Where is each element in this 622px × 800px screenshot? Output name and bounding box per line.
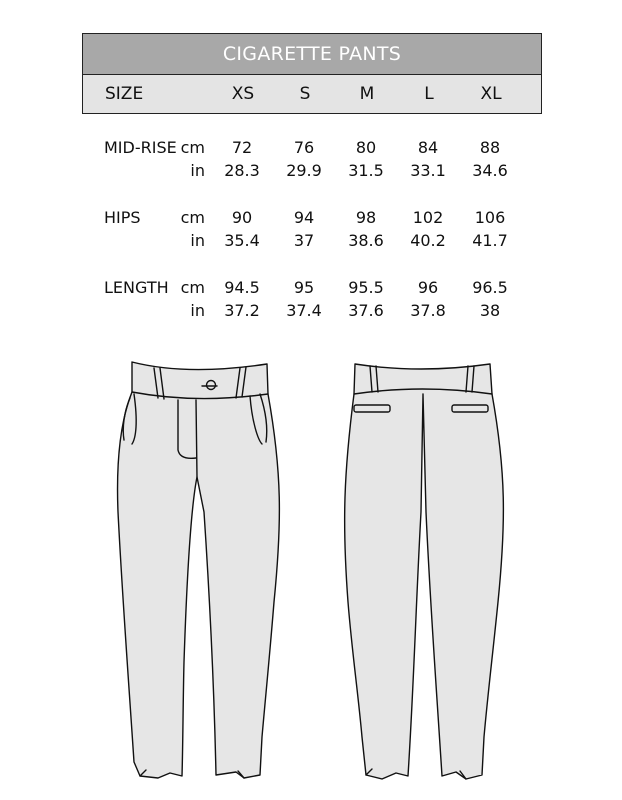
unit-in: in <box>190 161 205 180</box>
value-cm: 98 <box>355 208 377 227</box>
value-in: 37.2 <box>224 301 260 320</box>
unit-cm: cm <box>180 208 205 227</box>
value-in: 37.6 <box>348 301 384 320</box>
value-cm: 94.5 <box>224 278 260 297</box>
row-label: MID-RISE <box>104 138 177 157</box>
value-cm: 76 <box>293 138 315 157</box>
value-in: 28.3 <box>224 161 260 180</box>
measurement-row-length <box>0 276 622 324</box>
value-in: 37 <box>293 231 315 250</box>
value-cm: 88 <box>479 138 501 157</box>
value-cm: 94 <box>293 208 315 227</box>
value-in: 33.1 <box>410 161 446 180</box>
size-chart-header <box>82 33 542 114</box>
value-in: 35.4 <box>224 231 260 250</box>
value-cm: 80 <box>355 138 377 157</box>
value-in: 29.9 <box>286 161 322 180</box>
size-l: L <box>424 84 434 104</box>
size-header-label: SIZE <box>105 84 144 104</box>
size-header-row <box>83 75 541 113</box>
value-in: 41.7 <box>472 231 508 250</box>
value-cm: 96.5 <box>472 278 508 297</box>
size-m: M <box>359 84 375 104</box>
value-cm: 95 <box>293 278 315 297</box>
unit-in: in <box>190 301 205 320</box>
pants-back-illustration <box>330 352 510 792</box>
value-in: 37.8 <box>410 301 446 320</box>
row-label: LENGTH <box>104 278 169 297</box>
value-in: 38 <box>479 301 501 320</box>
row-label: HIPS <box>104 208 141 227</box>
size-xl: XL <box>480 84 502 104</box>
value-in: 34.6 <box>472 161 508 180</box>
value-cm: 102 <box>412 208 444 227</box>
value-cm: 72 <box>231 138 253 157</box>
value-cm: 84 <box>417 138 439 157</box>
value-in: 31.5 <box>348 161 384 180</box>
front-outline <box>118 362 280 778</box>
chart-title: CIGARETTE PANTS <box>83 34 541 75</box>
value-in: 37.4 <box>286 301 322 320</box>
size-xs: XS <box>231 84 255 104</box>
size-s: S <box>299 84 311 104</box>
value-cm: 90 <box>231 208 253 227</box>
pants-front-illustration <box>110 352 290 792</box>
measurement-row-mid-rise <box>0 136 622 184</box>
value-cm: 95.5 <box>348 278 384 297</box>
value-in: 38.6 <box>348 231 384 250</box>
unit-in: in <box>190 231 205 250</box>
value-in: 40.2 <box>410 231 446 250</box>
unit-cm: cm <box>180 138 205 157</box>
value-cm: 96 <box>417 278 439 297</box>
measurement-row-hips <box>0 206 622 254</box>
back-outline <box>345 364 504 779</box>
unit-cm: cm <box>180 278 205 297</box>
value-cm: 106 <box>474 208 506 227</box>
